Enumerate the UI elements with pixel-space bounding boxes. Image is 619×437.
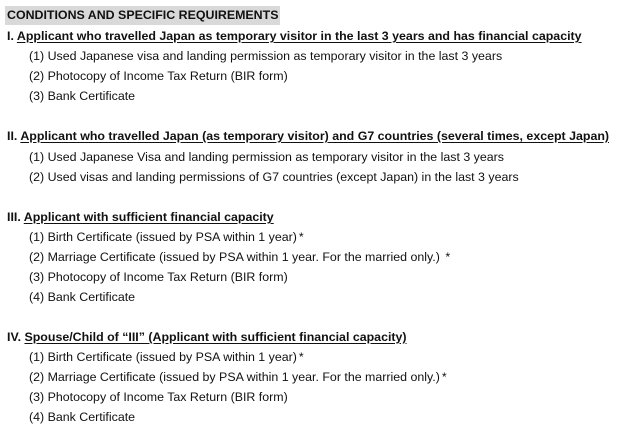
requirement-text: (2) Marriage Certificate (issued by PSA within 1 year. For the married only.) xyxy=(29,370,440,384)
requirement-item: (3) Bank Certificate xyxy=(29,89,136,103)
requirement-item: (1) Used Japanese Visa and landing permission as temporary visitor in the last 3 years xyxy=(29,150,504,164)
requirement-item xyxy=(29,368,447,386)
requirement-item xyxy=(29,248,450,266)
asterisk-mark: * xyxy=(441,250,451,264)
requirement-item: (4) Bank Certificate xyxy=(29,410,136,424)
document-title: CONDITIONS AND SPECIFIC REQUIREMENTS xyxy=(5,6,280,25)
requirement-item xyxy=(29,348,304,366)
requirement-item: (3) Photocopy of Income Tax Return (BIR form) xyxy=(29,270,288,284)
section-heading xyxy=(7,127,609,145)
section-heading-text: Applicant who travelled Japan (as temporary visitor) and G7 countries (several times, except Japan) xyxy=(20,129,610,143)
section-numeral: III. xyxy=(7,210,21,224)
section-heading-text: Applicant with sufficient financial capacity xyxy=(23,210,274,224)
requirement-item: (1) Used Japanese visa and landing permission as temporary visitor in the last 3 years xyxy=(29,49,503,63)
requirement-item: (2) Used visas and landing permissions of G7 countries (except Japan) in the last 3 years xyxy=(29,170,519,184)
section-numeral: IV. xyxy=(7,330,22,344)
requirement-item: (3) Photocopy of Income Tax Return (BIR form) xyxy=(29,390,288,404)
requirement-text: (1) Birth Certificate (issued by PSA within 1 year) xyxy=(29,230,297,244)
section-heading-text: Spouse/Child of “III” (Applicant with sufficient financial capacity) xyxy=(24,330,407,344)
section-heading xyxy=(7,328,407,346)
section-numeral: II. xyxy=(7,129,18,143)
section-heading-text: Applicant who travelled Japan as temporary visitor in the last 3 years and has financial capacity xyxy=(16,29,582,43)
section-numeral: I. xyxy=(7,29,14,43)
section-heading xyxy=(7,27,582,45)
requirement-item: (2) Photocopy of Income Tax Return (BIR form) xyxy=(29,69,288,83)
asterisk-mark: * xyxy=(298,230,304,244)
requirement-item: (4) Bank Certificate xyxy=(29,290,136,304)
requirement-text: (2) Marriage Certificate (issued by PSA within 1 year. For the married only.) xyxy=(29,250,440,264)
requirement-item xyxy=(29,228,304,246)
asterisk-mark: * xyxy=(441,370,447,384)
asterisk-mark: * xyxy=(298,350,304,364)
section-heading xyxy=(7,208,274,226)
requirement-text: (1) Birth Certificate (issued by PSA within 1 year) xyxy=(29,350,297,364)
